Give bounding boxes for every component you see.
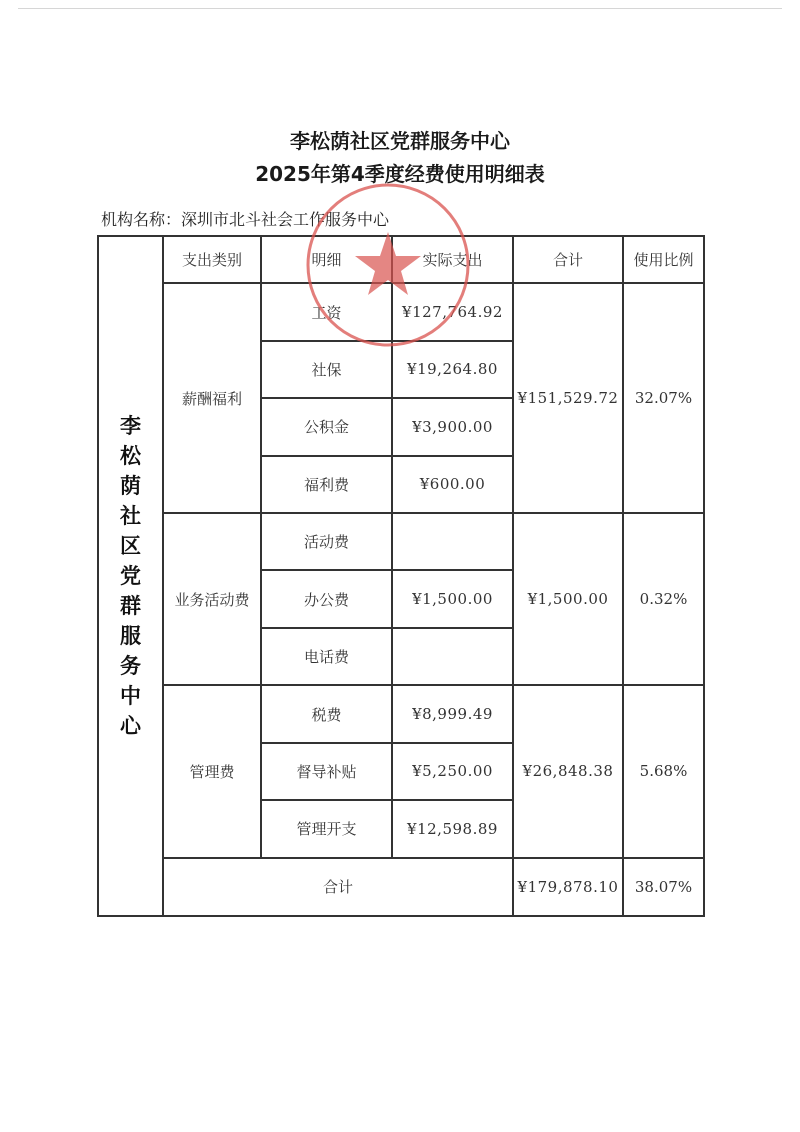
unit-name-cell — [98, 236, 163, 916]
group-total-cell: ¥26,848.38 — [513, 685, 623, 857]
actual-cell: ¥19,264.80 — [392, 341, 513, 398]
actual-cell: ¥3,900.00 — [392, 398, 513, 455]
actual-cell — [392, 628, 513, 685]
actual-cell: ¥600.00 — [392, 456, 513, 513]
unit-name-vertical: 李松荫社区党群服务中心 — [120, 414, 141, 738]
expense-detail-table — [97, 235, 705, 917]
detail-cell: 办公费 — [261, 570, 392, 627]
group-ratio-cell: 32.07% — [623, 283, 704, 513]
detail-cell: 税费 — [261, 685, 392, 742]
table-row — [98, 283, 704, 340]
group-total-cell: ¥151,529.72 — [513, 283, 623, 513]
actual-cell: ¥127,764.92 — [392, 283, 513, 340]
category-cell: 薪酬福利 — [163, 283, 261, 513]
detail-cell: 督导补贴 — [261, 743, 392, 800]
detail-cell: 活动费 — [261, 513, 392, 570]
category-cell: 管理费 — [163, 685, 261, 857]
header-detail: 明细 — [261, 236, 392, 283]
organization-name: 机构名称：深圳市北斗社会工作服务中心 — [101, 210, 390, 229]
detail-cell: 电话费 — [261, 628, 392, 685]
header-ratio: 使用比例 — [623, 236, 704, 283]
table-row — [98, 513, 704, 570]
category-cell: 业务活动费 — [163, 513, 261, 685]
actual-cell: ¥1,500.00 — [392, 570, 513, 627]
summary-total: ¥179,878.10 — [513, 858, 623, 916]
actual-cell: ¥12,598.89 — [392, 800, 513, 857]
detail-cell: 福利费 — [261, 456, 392, 513]
group-total-cell: ¥1,500.00 — [513, 513, 623, 685]
summary-row — [98, 858, 704, 916]
header-total: 合计 — [513, 236, 623, 283]
actual-cell — [392, 513, 513, 570]
table-row — [98, 685, 704, 742]
detail-cell: 管理开支 — [261, 800, 392, 857]
page-top-rule — [18, 8, 782, 9]
actual-cell: ¥5,250.00 — [392, 743, 513, 800]
actual-cell: ¥8,999.49 — [392, 685, 513, 742]
header-category: 支出类别 — [163, 236, 261, 283]
document-title-line2: 2025年第4季度经费使用明细表 — [255, 162, 545, 186]
detail-cell: 社保 — [261, 341, 392, 398]
header-actual: 实际支出 — [392, 236, 513, 283]
group-ratio-cell: 5.68% — [623, 685, 704, 857]
group-ratio-cell: 0.32% — [623, 513, 704, 685]
summary-ratio: 38.07% — [623, 858, 704, 916]
summary-label: 合计 — [163, 858, 513, 916]
document-title-line1: 李松荫社区党群服务中心 — [290, 129, 510, 153]
detail-cell: 工资 — [261, 283, 392, 340]
detail-cell: 公积金 — [261, 398, 392, 455]
table-header-row — [98, 236, 704, 283]
